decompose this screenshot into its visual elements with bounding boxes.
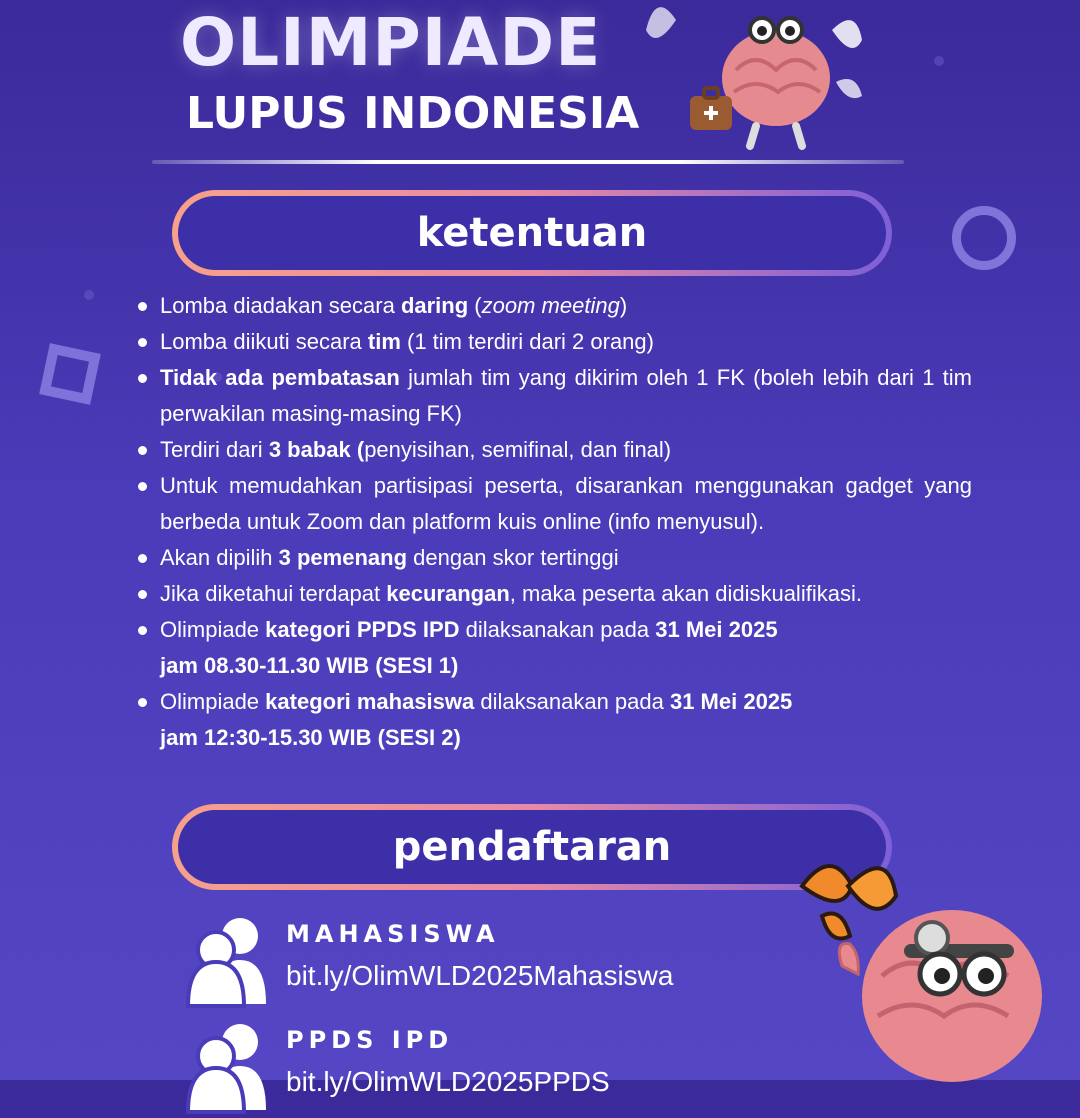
pendaftaran-heading: pendaftaran [392,824,672,870]
title-divider [152,160,904,164]
rule-item [132,288,972,324]
rule-text: kategori PPDS IPD [265,617,460,642]
registration-ppds [186,1018,746,1118]
rule-text: kategori mahasiswa [265,689,475,714]
rule-item [132,324,972,360]
registration-label: MAHASISWA [286,920,500,948]
rule-text: zoom meeting [481,293,620,318]
rule-text: dengan skor tertinggi [407,545,619,570]
ring-decoration [952,206,1016,270]
rule-text: jam 08.30-11.30 WIB (SESI 1) [160,653,459,678]
rule-item [132,612,972,684]
rule-item [132,540,972,576]
rule-text: Terdiri dari [160,437,269,462]
rule-text: Akan dipilih [160,545,279,570]
registration-link[interactable]: bit.ly/OlimWLD2025PPDS [286,1066,610,1097]
square-decoration [39,343,101,405]
dot-decoration [934,56,944,66]
rule-item [132,684,972,756]
rule-text: Olimpiade [160,617,266,642]
page-title: OLIMPIADE [180,4,602,81]
rule-text: 31 Mei 2025 [669,689,793,714]
rule-text: 3 pemenang [278,545,408,570]
rule-text: Lomba diadakan secara [160,293,401,318]
ketentuan-heading: ketentuan [416,210,648,256]
rule-item [132,360,972,432]
dot-decoration [84,290,94,300]
rule-text: jam 12:30-15.30 WIB (SESI 2) [160,725,461,750]
rule-text: kecurangan [386,581,510,606]
users-icon [186,914,270,1006]
rule-text: , maka peserta akan didiskualifikasi. [509,581,862,606]
registration-link[interactable]: bit.ly/OlimWLD2025Mahasiswa [286,960,674,991]
rule-text: dilaksanakan pada [459,617,656,642]
rule-item [132,432,972,468]
rule-text: dilaksanakan pada [474,689,670,714]
rules-list [132,288,972,756]
rule-text: Jika diketahui terdapat [160,581,387,606]
rule-text: Lomba diikuti secara [160,329,368,354]
rule-text: 3 babak ( [268,437,365,462]
rule-text: (1 tim terdiri dari 2 orang) [400,329,654,354]
rule-text: ) [619,293,628,318]
ketentuan-heading-pill [172,190,892,276]
registration-label: PPDS IPD [286,1026,454,1054]
registration-mahasiswa [186,912,746,1012]
rule-text: ( [468,293,482,318]
rule-text: daring [400,293,469,318]
rule-text: Olimpiade [160,689,266,714]
page-subtitle: LUPUS INDONESIA [186,88,640,139]
brain-mascot-icon [686,0,866,150]
rule-item [132,468,972,540]
rule-item [132,576,972,612]
rule-text: penyisihan, semifinal, dan final) [364,437,672,462]
pendaftaran-heading-pill [172,804,892,890]
rule-text: Untuk memudahkan partisipasi peserta, disarankan menggunakan gadget yang berbeda untuk Zoom dan platform kuis online (info menyusul). [160,473,972,534]
rule-text: tim [367,329,401,354]
rule-text: 31 Mei 2025 [655,617,778,642]
users-icon [186,1020,270,1112]
brain-mascot-icon [792,846,1080,1080]
rule-text: jumlah tim yang dikirim oleh 1 FK (boleh lebih dari 1 tim perwakilan masing-masing FK) [160,365,972,426]
rule-text: Tidak ada pembatasan [160,365,400,390]
